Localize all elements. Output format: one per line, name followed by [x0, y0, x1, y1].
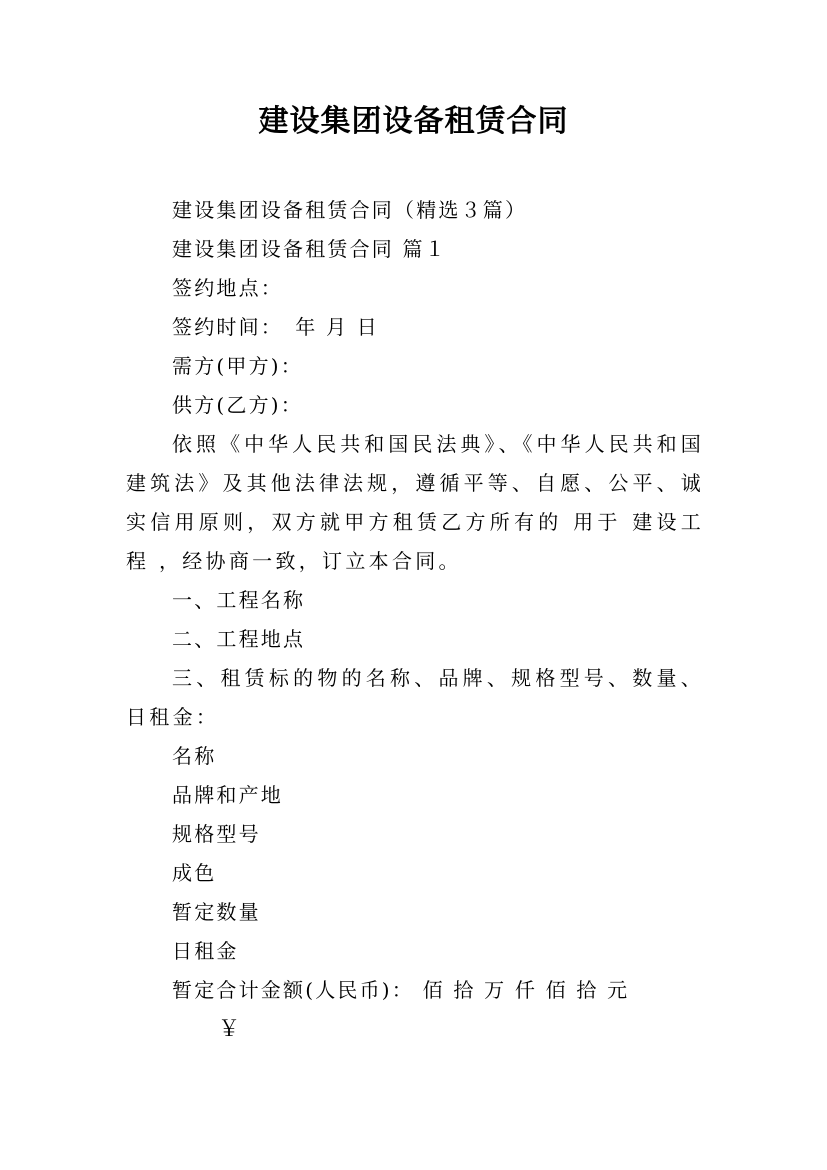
- paragraph-project-name: 一、工程名称: [172, 588, 306, 612]
- paragraph-article-heading: 建设集团设备租赁合同 篇１: [172, 237, 447, 261]
- paragraph-quantity: 暂定数量: [172, 900, 261, 924]
- paragraph-signing-place: 签约地点：: [172, 276, 283, 300]
- document-body: [126, 191, 704, 1049]
- paragraph-preamble: 依照《中华人民共和国民法典》、《中华人民共和国建筑法》及其他法律法规，遵循平等、自愿、公平、诚实信用原则，双方就甲方租赁乙方所有的 用于 建设工程 ，经协商一致，订立本合同。: [126, 432, 704, 573]
- paragraph-total-amount: 暂定合计金额(人民币)： 佰 拾 万 仟 佰 拾 元: [172, 978, 630, 1002]
- paragraph-brand-origin: 品牌和产地: [172, 783, 283, 807]
- paragraph-collection-title: 建设集团设备租赁合同（精选３篇）: [172, 198, 528, 222]
- paragraph-currency: [126, 1010, 704, 1049]
- paragraph-signing-time: 签约时间： 年 月 日: [172, 315, 379, 339]
- paragraph-daily-rent: 日租金: [172, 939, 239, 963]
- document-title: 建设集团设备租赁合同: [258, 104, 569, 139]
- paragraph-model: 规格型号: [172, 822, 261, 846]
- yuan-symbol: ￥: [218, 1017, 243, 1042]
- paragraph-project-location: 二、工程地点: [172, 627, 306, 651]
- paragraph-item-name: 名称: [172, 744, 217, 768]
- paragraph-party-b: 供方(乙方)：: [172, 393, 304, 417]
- paragraph-condition: 成色: [172, 861, 217, 885]
- paragraph-leased-items: 三、租赁标的物的名称、品牌、规格型号、数量、日租金：: [126, 666, 704, 729]
- paragraph-party-a: 需方(甲方)：: [172, 354, 304, 378]
